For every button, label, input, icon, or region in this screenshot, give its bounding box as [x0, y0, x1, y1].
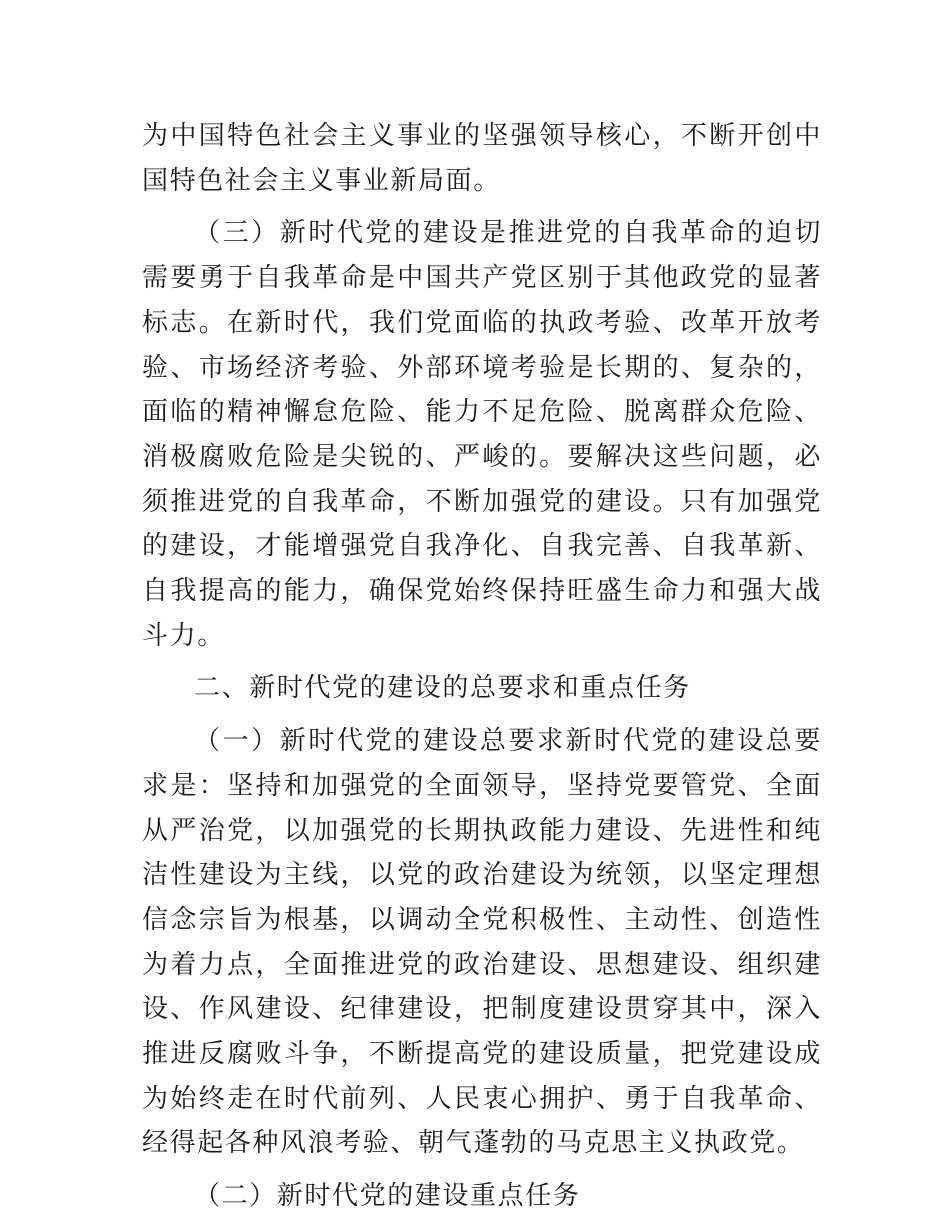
section-heading-2: 二、新时代党的建设的总要求和重点任务 — [194, 673, 691, 704]
document-body — [142, 114, 822, 1227]
paragraph-continuation: 为中国特色社会主义事业的坚强领导核心，不断开创中国特色社会主义事业新局面。 — [142, 121, 822, 196]
subsection-heading-2: （二）新时代党的建设重点任务 — [194, 1181, 581, 1212]
paragraph-subsection-1: （一）新时代党的建设总要求新时代党的建设总要求是：坚持和加强党的全面领导，坚持党要管党、全面从严治党，以加强党的长期执政能力建设、先进性和纯洁性建设为主线，以党的政治建设为统领，以坚定理想信念宗旨为根基，以调动全党积极性、主动性、创造性为着力点，全面推进党的政治建设、思想建设、组织建设、作风建设、纪律建设，把制度建设贯穿其中，深入推进反腐败斗争，不断提高党的建设质量，把党建设成为始终走在时代前列、人民衷心拥护、勇于自我革命、经得起各种风浪考验、朝气蓬勃的马克思主义执政党。 — [142, 726, 822, 1159]
paragraph-section-3: （三）新时代党的建设是推进党的自我革命的迫切需要勇于自我革命是中国共产党区别于其他政党的显著标志。在新时代，我们党面临的执政考验、改革开放考验、市场经济考验、外部环境考验是长期的、复杂的，面临的精神懈怠危险、能力不足危险、脱离群众危险、消极腐败危险是尖锐的、严峻的。要解决这些问题，必须推进党的自我革命，不断加强党的建设。只有加强党的建设，才能增强党自我净化、自我完善、自我革新、自我提高的能力，确保党始终保持旺盛生命力和强大战斗力。 — [142, 218, 822, 651]
